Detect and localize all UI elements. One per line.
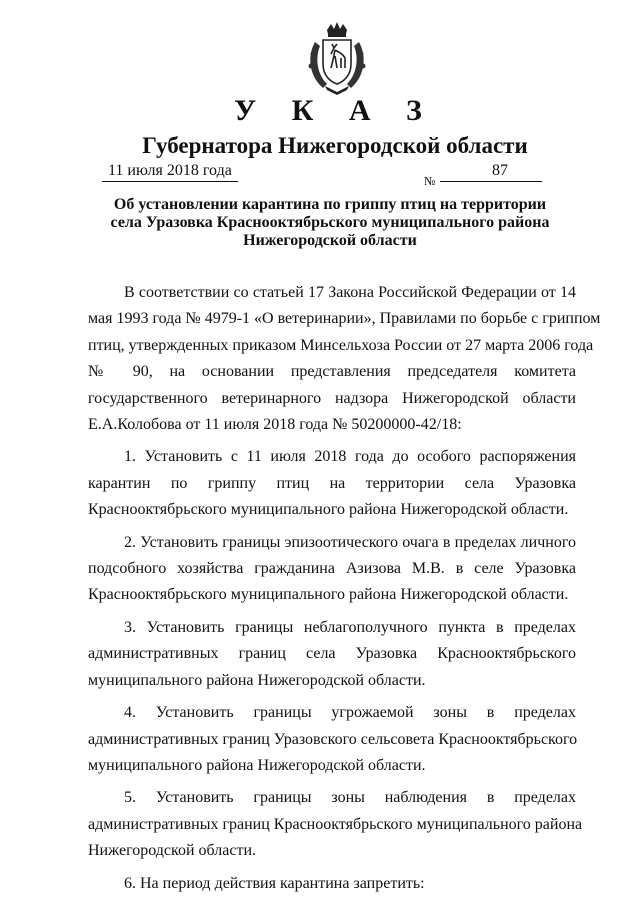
- text-line: 6. На период действия карантина запретить:: [124, 874, 425, 892]
- heading-line: Об установлении карантина по гриппу птиц на территории: [113, 196, 547, 213]
- clause-paragraph-4: [88, 700, 576, 779]
- text-line: 4. Установить границы угрожаемой зоны в пределах: [124, 704, 576, 722]
- clause-paragraph-3: [88, 615, 576, 694]
- coat-of-arms-icon: [301, 20, 373, 96]
- document-heading: [100, 196, 560, 250]
- text-line: административных границ Уразовского сельсовета Краснооктябрьского: [88, 730, 578, 748]
- document-body: [88, 280, 601, 903]
- text-line: В соответствии со статьей 17 Закона Российской Федерации от 14: [124, 284, 576, 301]
- text-line: 1. Установить с 11 июля 2018 года до особого распоряжения: [124, 448, 576, 466]
- heading-line: села Уразовка Краснооктябрьского муниципального района: [110, 214, 550, 231]
- text-line: № 90, на основании представления председателя комитета: [88, 363, 576, 381]
- text-line: мая 1993 года № 4979-1 «О ветеринарии», Правилами по борьбе с гриппом: [88, 310, 601, 328]
- text-line: административных границ Краснооктябрьского муниципального района: [88, 815, 583, 833]
- document-number: 87: [440, 162, 542, 182]
- text-line: муниципального района Нижегородской области.: [88, 671, 426, 689]
- text-line: 2. Установить границы эпизоотического очага в пределах личного: [124, 533, 576, 551]
- text-line: 5. Установить границы зоны наблюдения в пределах: [124, 789, 576, 807]
- clause-paragraph-1: [88, 444, 576, 523]
- text-line: государственного ветеринарного надзора Нижегородской области: [88, 389, 576, 407]
- text-line: Краснооктябрьского муниципального района Нижегородской области.: [88, 586, 569, 604]
- clause-paragraph-2: [88, 530, 576, 609]
- clause-paragraph-5: [88, 785, 583, 864]
- clause-paragraph-6: [88, 871, 576, 897]
- text-line: административных границ села Уразовка Краснооктябрьского: [88, 645, 576, 663]
- text-line: Краснооктябрьского муниципального района Нижегородской области.: [88, 501, 569, 519]
- text-line: карантин по гриппу птиц на территории села Уразовка: [88, 474, 576, 492]
- preamble-paragraph: [88, 280, 601, 438]
- text-line: подсобного хозяйства гражданина Азизова М.В. в селе Уразовка: [88, 560, 576, 578]
- text-line: 3. Установить границы неблагополучного пункта в пределах: [124, 618, 576, 636]
- heading-line: Нижегородской области: [243, 232, 417, 249]
- issuer-title: Губернатора Нижегородской области: [142, 133, 528, 158]
- text-line: Е.А.Колобова от 11 июля 2018 года № 50200000-42/18:: [88, 416, 462, 434]
- text-line: Нижегородской области.: [88, 842, 257, 860]
- document-type-title: У К А З: [234, 94, 436, 127]
- number-label: №: [424, 174, 436, 188]
- text-line: муниципального района Нижегородской области.: [88, 756, 426, 774]
- document-date: 11 июля 2018 года: [102, 162, 238, 182]
- text-line: птиц, утвержденных приказом Минсельхоза России от 27 марта 2006 года: [88, 336, 594, 354]
